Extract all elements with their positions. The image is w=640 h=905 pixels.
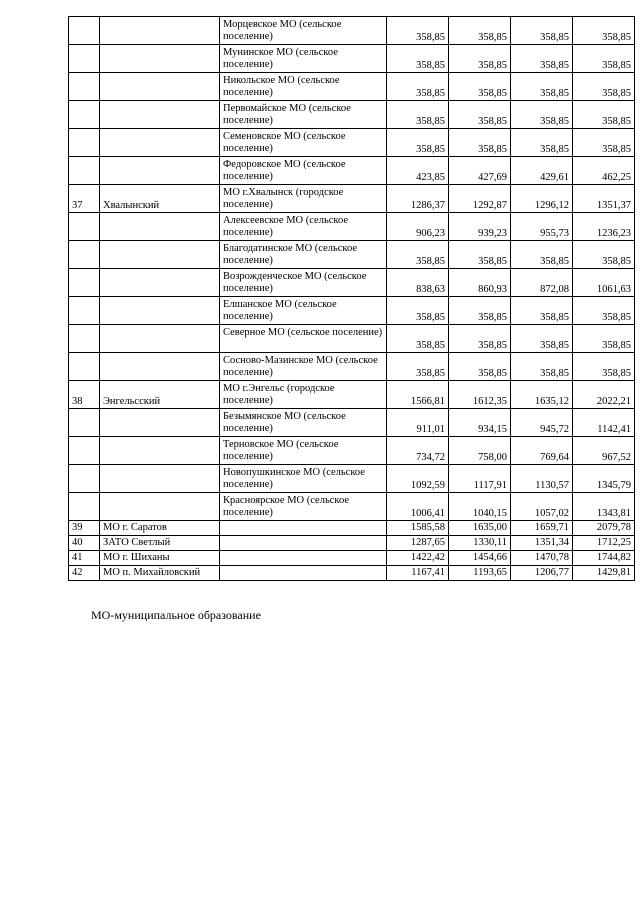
value-cell-4: 1345,79 (573, 465, 635, 493)
table-row (69, 213, 635, 241)
value-cell-2: 1330,11 (449, 536, 511, 551)
value-cell-2: 358,85 (449, 241, 511, 269)
value-cell-1: 358,85 (387, 73, 449, 101)
row-number (69, 437, 100, 465)
row-number (69, 241, 100, 269)
municipality-cell: МО г.Хвалынск (городское поселение) (220, 185, 387, 213)
value-cell-2: 860,93 (449, 269, 511, 297)
row-number (69, 409, 100, 437)
value-cell-1: 1566,81 (387, 381, 449, 409)
table-row (69, 381, 635, 409)
value-cell-3: 358,85 (511, 73, 573, 101)
district-cell (100, 325, 220, 353)
municipality-cell: Елшанское МО (сельское поселение) (220, 297, 387, 325)
municipality-cell: Возрожденческое МО (сельское поселение) (220, 269, 387, 297)
value-cell-1: 1167,41 (387, 566, 449, 581)
row-number (69, 269, 100, 297)
table-row (69, 521, 635, 536)
value-cell-3: 358,85 (511, 45, 573, 73)
table-row (69, 409, 635, 437)
row-number: 39 (69, 521, 100, 536)
value-cell-4: 358,85 (573, 17, 635, 45)
municipality-cell (220, 521, 387, 536)
value-cell-4: 358,85 (573, 353, 635, 381)
municipality-cell: Первомайское МО (сельское поселение) (220, 101, 387, 129)
value-cell-4: 2022,21 (573, 381, 635, 409)
value-cell-3: 358,85 (511, 17, 573, 45)
value-cell-1: 1585,58 (387, 521, 449, 536)
table-row (69, 101, 635, 129)
district-cell (100, 493, 220, 521)
table-row (69, 353, 635, 381)
value-cell-4: 1744,82 (573, 551, 635, 566)
value-cell-3: 872,08 (511, 269, 573, 297)
value-cell-1: 358,85 (387, 45, 449, 73)
value-cell-3: 358,85 (511, 297, 573, 325)
municipality-cell: Никольское МО (сельское поселение) (220, 73, 387, 101)
district-cell (100, 157, 220, 185)
municipality-cell: Терновское МО (сельское поселение) (220, 437, 387, 465)
tariff-table (68, 16, 635, 581)
table-row (69, 437, 635, 465)
table-row (69, 129, 635, 157)
value-cell-4: 358,85 (573, 325, 635, 353)
district-cell (100, 269, 220, 297)
value-cell-2: 358,85 (449, 325, 511, 353)
district-cell (100, 213, 220, 241)
value-cell-4: 462,25 (573, 157, 635, 185)
district-cell (100, 241, 220, 269)
district-cell: ЗАТО Светлый (100, 536, 220, 551)
value-cell-4: 967,52 (573, 437, 635, 465)
row-number: 37 (69, 185, 100, 213)
row-number (69, 465, 100, 493)
value-cell-3: 1351,34 (511, 536, 573, 551)
municipality-cell: Алексеевское МО (сельское поселение) (220, 213, 387, 241)
district-cell (100, 353, 220, 381)
row-number (69, 297, 100, 325)
row-number: 40 (69, 536, 100, 551)
value-cell-2: 1292,87 (449, 185, 511, 213)
value-cell-2: 939,23 (449, 213, 511, 241)
value-cell-1: 838,63 (387, 269, 449, 297)
value-cell-2: 358,85 (449, 73, 511, 101)
municipality-cell: Семеновское МО (сельское поселение) (220, 129, 387, 157)
value-cell-3: 358,85 (511, 101, 573, 129)
value-cell-1: 1287,65 (387, 536, 449, 551)
value-cell-3: 955,73 (511, 213, 573, 241)
value-cell-1: 1092,59 (387, 465, 449, 493)
municipality-cell: МО г.Энгельс (городское поселение) (220, 381, 387, 409)
value-cell-1: 911,01 (387, 409, 449, 437)
row-number (69, 493, 100, 521)
row-number (69, 17, 100, 45)
district-cell (100, 297, 220, 325)
value-cell-1: 906,23 (387, 213, 449, 241)
value-cell-4: 1712,25 (573, 536, 635, 551)
table-row (69, 551, 635, 566)
row-number (69, 325, 100, 353)
row-number (69, 213, 100, 241)
value-cell-2: 1454,66 (449, 551, 511, 566)
value-cell-1: 1286,37 (387, 185, 449, 213)
municipality-cell (220, 566, 387, 581)
municipality-cell (220, 536, 387, 551)
value-cell-4: 358,85 (573, 129, 635, 157)
value-cell-2: 358,85 (449, 45, 511, 73)
value-cell-1: 358,85 (387, 325, 449, 353)
value-cell-2: 358,85 (449, 129, 511, 157)
value-cell-4: 358,85 (573, 73, 635, 101)
value-cell-2: 1193,65 (449, 566, 511, 581)
value-cell-3: 429,61 (511, 157, 573, 185)
value-cell-4: 1351,37 (573, 185, 635, 213)
value-cell-1: 358,85 (387, 353, 449, 381)
table-row (69, 45, 635, 73)
value-cell-1: 423,85 (387, 157, 449, 185)
table-row (69, 566, 635, 581)
value-cell-1: 358,85 (387, 101, 449, 129)
value-cell-3: 1635,12 (511, 381, 573, 409)
district-cell: Хвалынский (100, 185, 220, 213)
value-cell-4: 1343,81 (573, 493, 635, 521)
table-row (69, 157, 635, 185)
value-cell-2: 1117,91 (449, 465, 511, 493)
value-cell-3: 1057,02 (511, 493, 573, 521)
value-cell-3: 1470,78 (511, 551, 573, 566)
municipality-cell: Благодатинское МО (сельское поселение) (220, 241, 387, 269)
district-cell (100, 17, 220, 45)
row-number: 41 (69, 551, 100, 566)
value-cell-1: 358,85 (387, 297, 449, 325)
value-cell-2: 358,85 (449, 297, 511, 325)
value-cell-4: 2079,78 (573, 521, 635, 536)
value-cell-4: 358,85 (573, 101, 635, 129)
value-cell-2: 358,85 (449, 101, 511, 129)
row-number (69, 129, 100, 157)
value-cell-2: 1635,00 (449, 521, 511, 536)
row-number (69, 101, 100, 129)
municipality-cell: Новопушкинское МО (сельское поселение) (220, 465, 387, 493)
value-cell-2: 1612,35 (449, 381, 511, 409)
district-cell: МО п. Михайловский (100, 566, 220, 581)
value-cell-3: 358,85 (511, 325, 573, 353)
value-cell-1: 1422,42 (387, 551, 449, 566)
value-cell-3: 358,85 (511, 353, 573, 381)
value-cell-3: 1296,12 (511, 185, 573, 213)
value-cell-3: 1130,57 (511, 465, 573, 493)
district-cell (100, 101, 220, 129)
row-number (69, 45, 100, 73)
value-cell-4: 1236,23 (573, 213, 635, 241)
district-cell (100, 45, 220, 73)
table-row (69, 297, 635, 325)
value-cell-1: 358,85 (387, 17, 449, 45)
value-cell-3: 769,64 (511, 437, 573, 465)
district-cell (100, 129, 220, 157)
row-number (69, 157, 100, 185)
municipality-cell: Мунинское МО (сельское поселение) (220, 45, 387, 73)
value-cell-3: 1206,77 (511, 566, 573, 581)
value-cell-4: 358,85 (573, 297, 635, 325)
district-cell (100, 409, 220, 437)
municipality-cell (220, 551, 387, 566)
value-cell-4: 1429,81 (573, 566, 635, 581)
municipality-cell: Федоровское МО (сельское поселение) (220, 157, 387, 185)
table-row (69, 269, 635, 297)
district-cell: МО г. Саратов (100, 521, 220, 536)
value-cell-3: 358,85 (511, 129, 573, 157)
district-cell: МО г. Шиханы (100, 551, 220, 566)
value-cell-1: 734,72 (387, 437, 449, 465)
municipality-cell: Безымянское МО (сельское поселение) (220, 409, 387, 437)
footnote: МО-муниципальное образование (91, 608, 261, 622)
value-cell-1: 1006,41 (387, 493, 449, 521)
table-row (69, 17, 635, 45)
table-row (69, 325, 635, 353)
municipality-cell: Северное МО (сельское поселение) (220, 325, 387, 353)
row-number: 38 (69, 381, 100, 409)
value-cell-3: 358,85 (511, 241, 573, 269)
municipality-cell: Сосново-Мазинское МО (сельское поселение) (220, 353, 387, 381)
value-cell-1: 358,85 (387, 241, 449, 269)
row-number (69, 73, 100, 101)
table-row (69, 465, 635, 493)
table-row (69, 185, 635, 213)
value-cell-3: 1659,71 (511, 521, 573, 536)
value-cell-2: 358,85 (449, 353, 511, 381)
district-cell (100, 437, 220, 465)
district-cell: Энгельсский (100, 381, 220, 409)
value-cell-4: 1061,63 (573, 269, 635, 297)
value-cell-2: 758,00 (449, 437, 511, 465)
value-cell-4: 358,85 (573, 45, 635, 73)
district-cell (100, 73, 220, 101)
value-cell-2: 358,85 (449, 17, 511, 45)
value-cell-2: 427,69 (449, 157, 511, 185)
table-row (69, 536, 635, 551)
district-cell (100, 465, 220, 493)
row-number: 42 (69, 566, 100, 581)
value-cell-2: 1040,15 (449, 493, 511, 521)
value-cell-2: 934,15 (449, 409, 511, 437)
row-number (69, 353, 100, 381)
value-cell-4: 1142,41 (573, 409, 635, 437)
table-row (69, 73, 635, 101)
value-cell-1: 358,85 (387, 129, 449, 157)
table-row (69, 241, 635, 269)
municipality-cell: Красноярское МО (сельское поселение) (220, 493, 387, 521)
table-row (69, 493, 635, 521)
value-cell-3: 945,72 (511, 409, 573, 437)
municipality-cell: Морцевское МО (сельское поселение) (220, 17, 387, 45)
table-body (69, 17, 635, 581)
value-cell-4: 358,85 (573, 241, 635, 269)
